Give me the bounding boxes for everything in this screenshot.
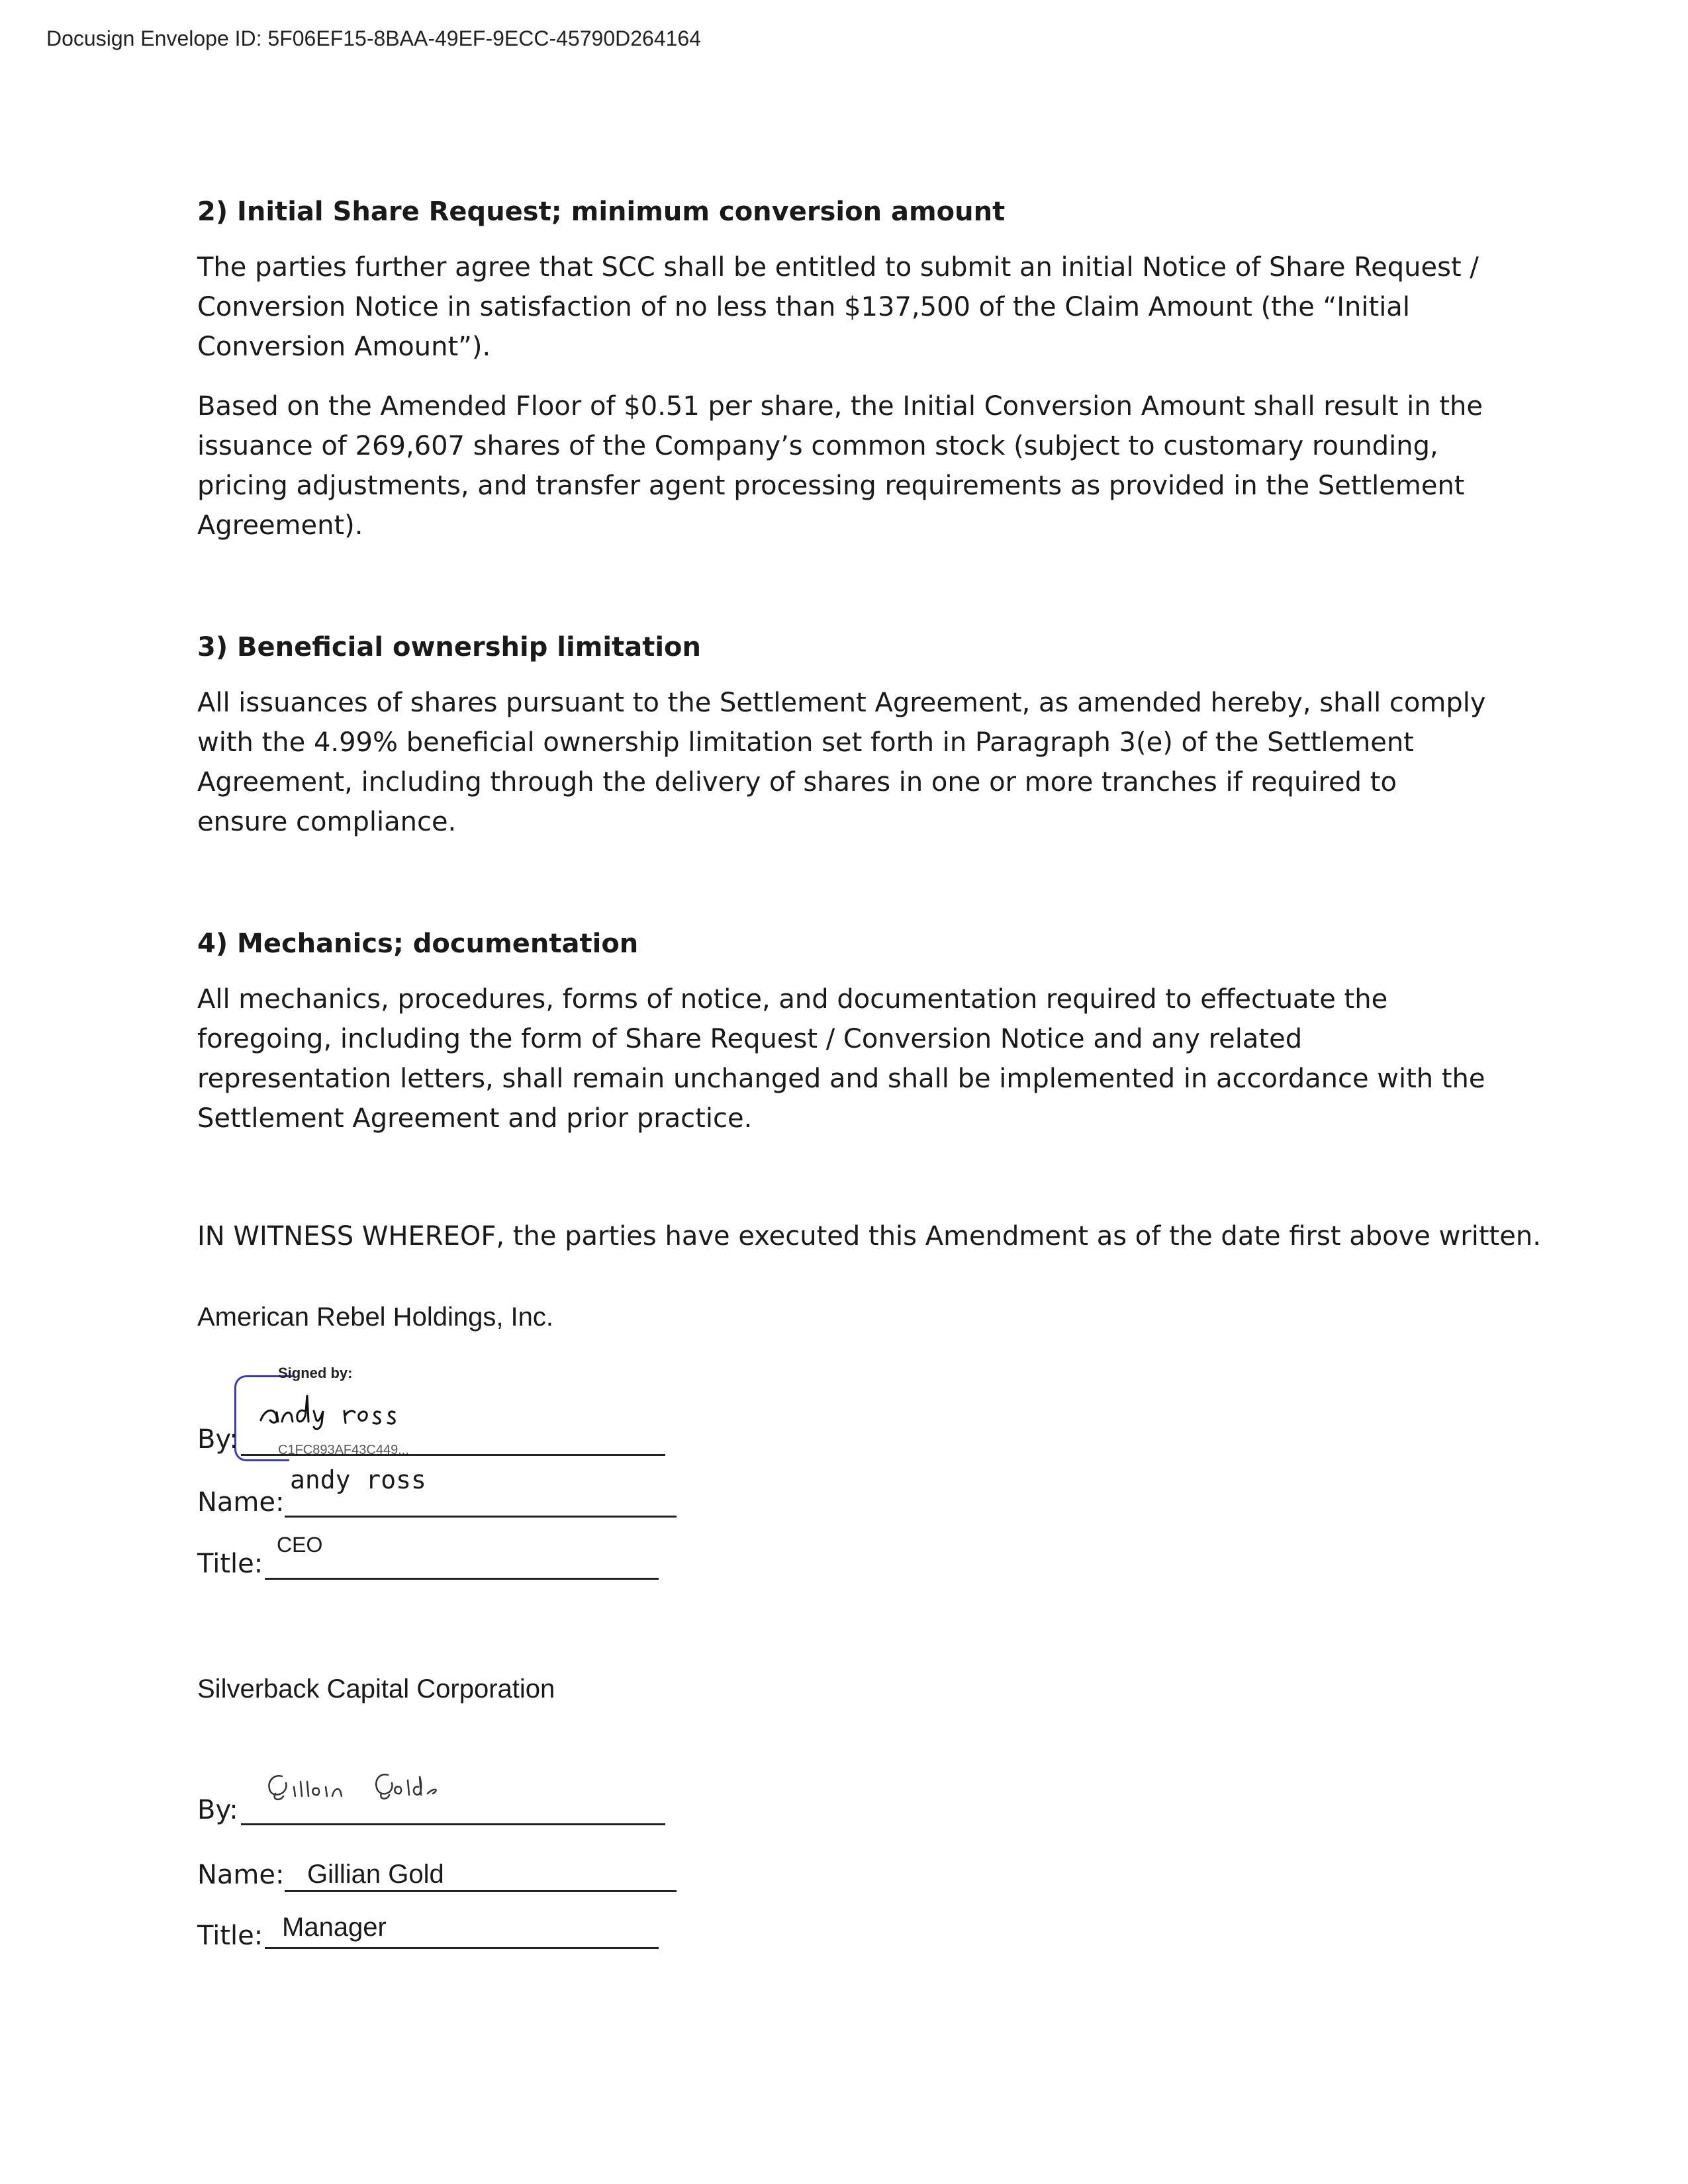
signed-by-label: Signed by:	[278, 1365, 353, 1381]
witness-statement: IN WITNESS WHEREOF, the parties have executed this Amendment as of the date first above written.	[197, 1221, 1541, 1251]
handwritten-signature-gillian-gold	[262, 1767, 454, 1807]
title-label: Title:	[197, 1921, 263, 1951]
amendment-body	[197, 192, 1541, 1256]
signer-name: andy ross	[290, 1465, 426, 1494]
handwritten-signature-andy-ross	[258, 1388, 404, 1435]
envelope-id: Docusign Envelope ID: 5F06EF15-8BAA-49EF-9ECC-45790D264164	[46, 26, 701, 50]
name-line	[285, 1890, 677, 1892]
name-label: Name:	[197, 1860, 285, 1890]
signer-name: Gillian Gold	[307, 1860, 444, 1889]
by-label: By:	[197, 1424, 238, 1455]
signature-line	[241, 1454, 665, 1456]
signature-by-row	[197, 1794, 238, 1827]
name-line	[285, 1516, 677, 1518]
section-paragraph: Based on the Amended Floor of $0.51 per share, the Initial Conversion Amount shall result in the issuance of 269,607 shares of the Company’s common stock (subject to customary rounding, pricing adjustments, and transfer agent processing requirements as provided in the Settlement Agreement).	[197, 391, 1483, 541]
section-paragraph: All issuances of shares pursuant to the Settlement Agreement, as amended hereby, shall comply with the 4.99% beneficial ownership limitation set forth in Paragraph 3(e) of the Settlement Agreement, including through the delivery of shares in one or more tranches if required to ensure compliance.	[197, 688, 1486, 837]
signer-title: Manager	[282, 1913, 387, 1942]
section-heading: 4) Mechanics; documentation	[197, 929, 639, 959]
signature-line	[241, 1823, 665, 1825]
docusign-hash: C1FC893AF43C449...	[278, 1443, 409, 1457]
company-name: Silverback Capital Corporation	[197, 1674, 555, 1704]
section-heading: 2) Initial Share Request; minimum conversion amount	[197, 197, 1006, 227]
name-row	[197, 1858, 284, 1891]
title-label: Title:	[197, 1549, 263, 1579]
title-row	[197, 1919, 263, 1952]
section-heading: 3) Beneficial ownership limitation	[197, 632, 701, 662]
title-row	[197, 1547, 263, 1580]
title-line	[265, 1947, 659, 1949]
name-label: Name:	[197, 1487, 285, 1518]
section-paragraph: The parties further agree that SCC shall be entitled to submit an initial Notice of Share Request / Conversion Notice in satisfaction of no less than $137,500 of the Claim Amount (the “Initial Conversion Amount”).	[197, 252, 1479, 362]
company-name: American Rebel Holdings, Inc.	[197, 1302, 554, 1332]
by-label: By:	[197, 1795, 238, 1825]
name-row	[197, 1486, 284, 1519]
section-paragraph: All mechanics, procedures, forms of notice, and documentation required to effectuate the foregoing, including the form of Share Request / Conversion Notice and any related representation letters, shall remain unchanged and shall be implemented in accordance with the Settlement Agreement and prior practice.	[197, 984, 1485, 1134]
signature-by-row	[197, 1423, 238, 1456]
title-line	[265, 1578, 659, 1580]
signer-title: CEO	[277, 1533, 323, 1557]
